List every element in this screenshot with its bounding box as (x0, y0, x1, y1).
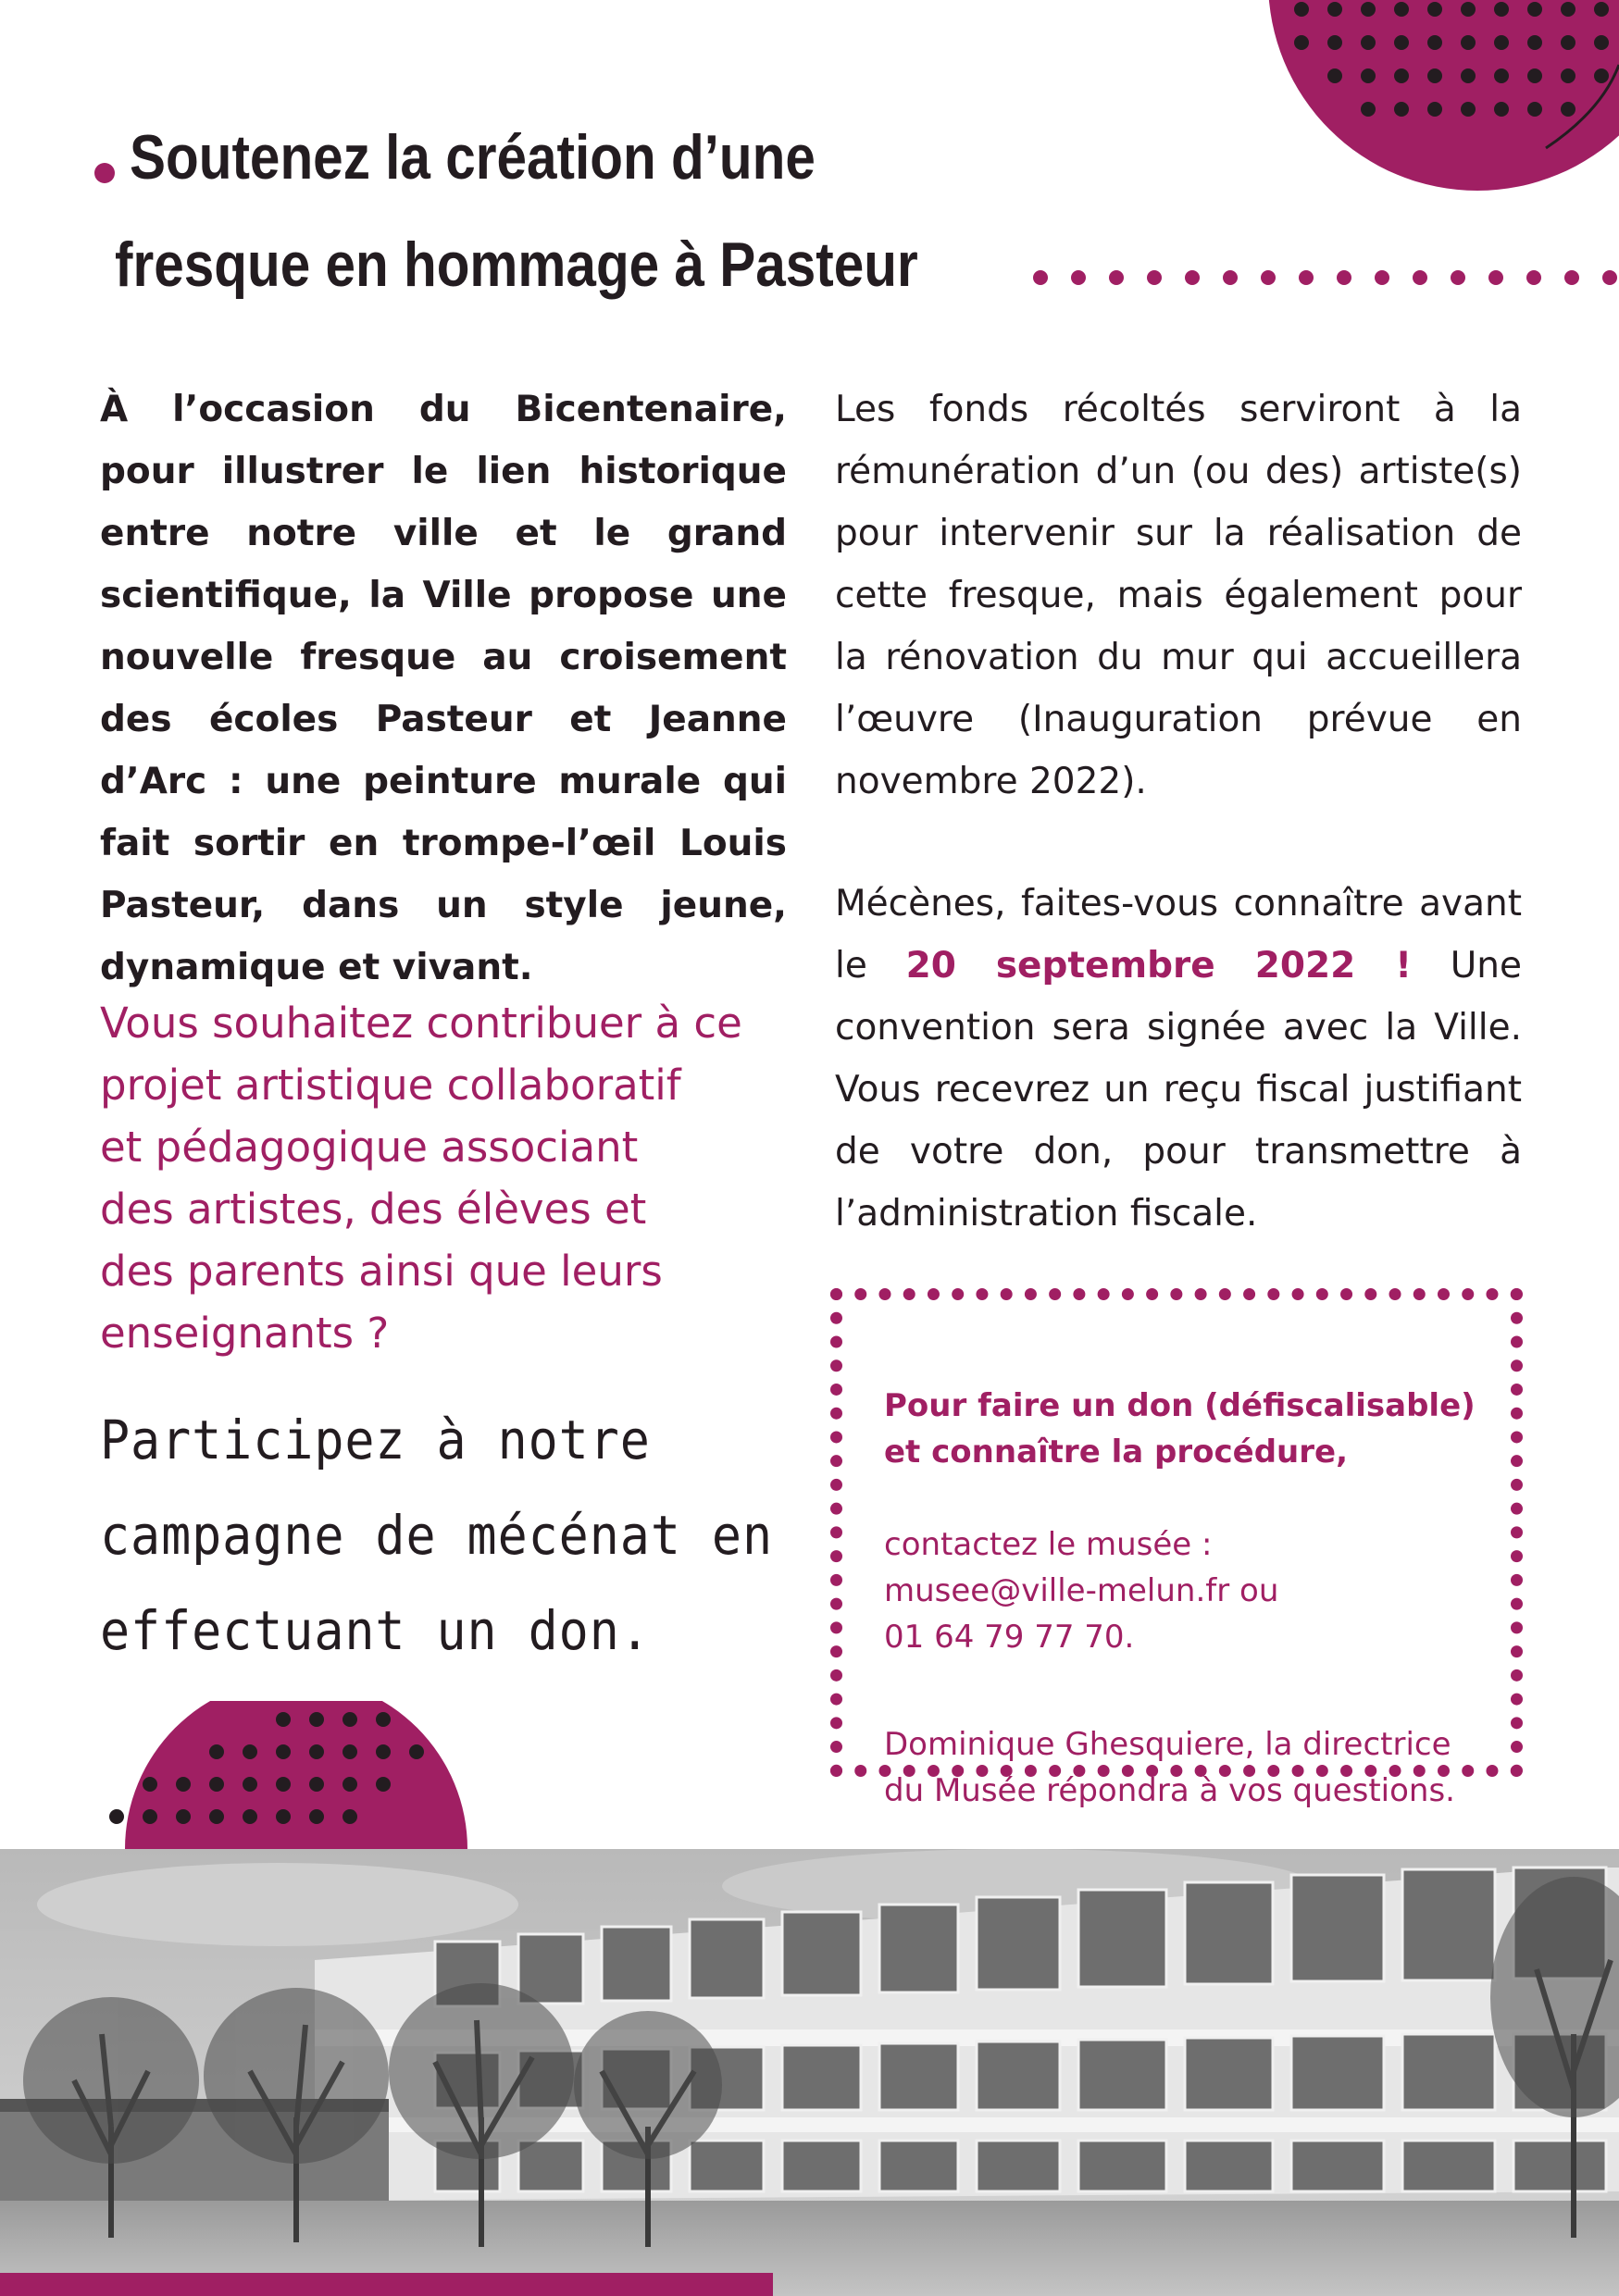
sponsors-text-start: Mécènes, faites-vous connaître avant le (835, 883, 1522, 987)
decorative-dotted-circle-top (1268, 0, 1619, 194)
page-title-line-2: fresque en hommage à Pasteur (115, 230, 918, 300)
school-building-photo (0, 1849, 1619, 2296)
sponsors-paragraph (835, 873, 1522, 1245)
funds-paragraph: Les fonds récoltés serviront à la rémunération d’un (ou des) artiste(s) pour intervenir sur la réalisation de cette fresque, mais également pour la rénovation du mur qui accueillera l’œuvre (Inauguration prévue en novembre 2022). (835, 389, 1522, 802)
sponsors-text-end: Une convention sera signée avec la Ville. Vous recevrez un reçu fiscal justifiant de votre don, pour transmettre à l’administration fiscale. (835, 945, 1523, 1235)
contact-note: Dominique Ghesquiere, la directrice du Musée répondra à vos questions. (884, 1726, 1455, 1809)
deadline-date: 20 septembre 2022 ! (905, 945, 1412, 987)
decorative-dotted-circle-bottom (102, 1701, 472, 1849)
call-to-action: Participez à notre campagne de mécénat en effectuant un don. (100, 1409, 774, 1662)
page-title-line-1: Soutenez la création d’une (130, 122, 816, 192)
contact-heading: Pour faire un don (défiscalisable) et connaître la procédure, (884, 1387, 1476, 1471)
intro-paragraph: À l’occasion du Bicentenaire, pour illustrer le lien historique entre notre ville et le grand scientifique, la Ville propose une nouvelle fresque au croisement des écoles Pasteur et Jeanne d’Arc : une peinture murale qui fait sortir en trompe-l’œil Louis Pasteur, dans un style jeune, dynamique et vivant. (100, 389, 787, 988)
title-bullet (94, 163, 115, 183)
decorative-dotted-rule (1027, 264, 1619, 292)
bottom-accent-bar (0, 2273, 773, 2296)
contribution-question: Vous souhaitez contribuer à ce projet artistique collaboratif et pédagogique associant des artistes, des élèves et des parents ainsi que leurs enseignants ? (100, 999, 742, 1358)
contact-details: contactez le musée : musee@ville-melun.fr ou 01 64 79 77 70. (884, 1526, 1279, 1656)
